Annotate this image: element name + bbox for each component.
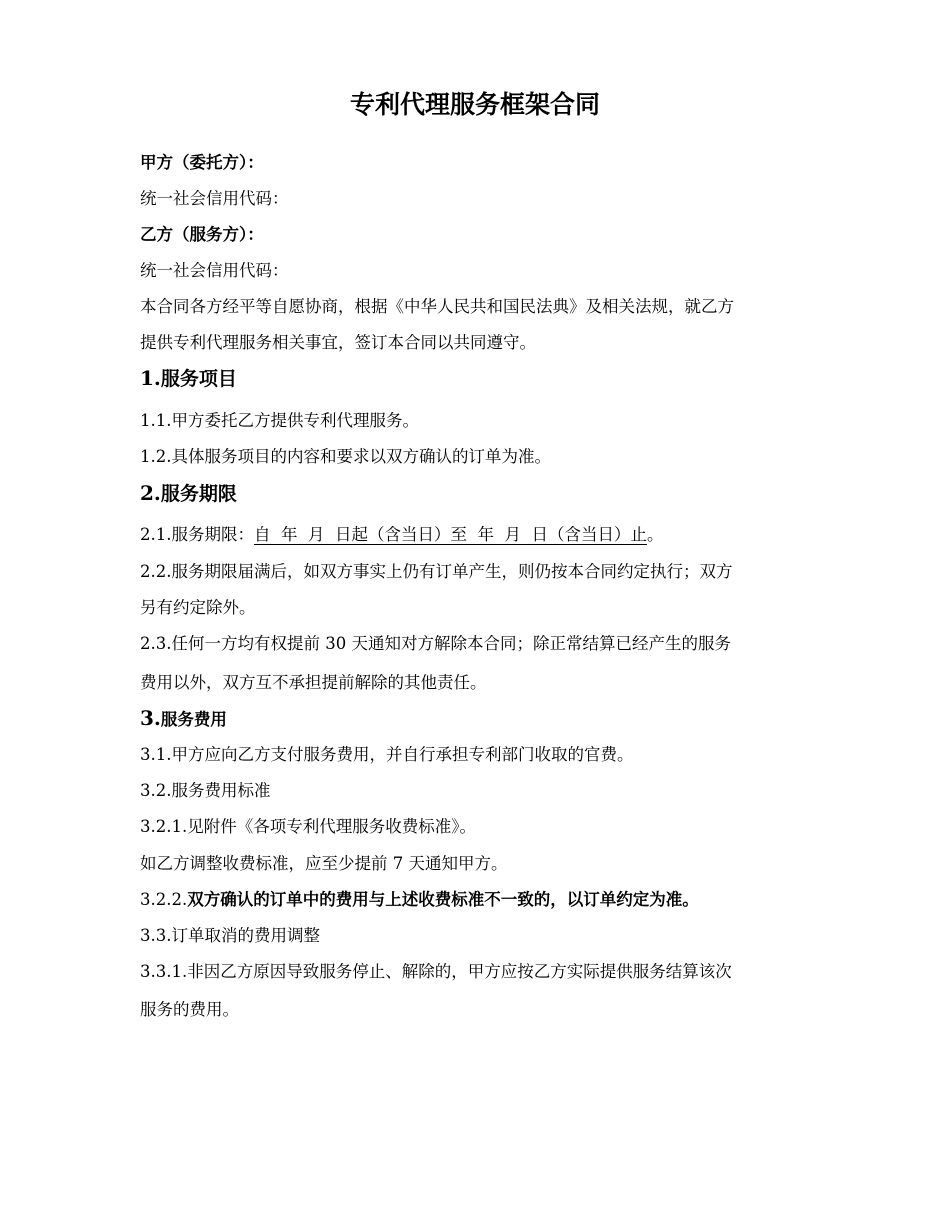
section-title: 服务项目: [160, 368, 237, 390]
clause-3-3-1-line-2: 服务的费用。: [140, 1000, 239, 1019]
section-1-heading: [140, 365, 237, 392]
term-suffix: 。: [646, 525, 664, 544]
clause-2-1: [140, 523, 663, 547]
clause-3-2-1-note: 如乙方调整收费标准，应至少提前 7 天通知甲方。: [140, 854, 508, 873]
clause-3-3-1-line-1: 3.3.1.非因乙方原因导致服务停止、解除的，甲方应按乙方实际提供服务结算该次: [140, 962, 732, 981]
party-b-label: 乙方（服务方）：: [140, 225, 264, 244]
section-title: 服务费用: [160, 710, 227, 729]
clause-3-3: 3.3.订单取消的费用调整: [140, 926, 320, 945]
clause-3-1: 3.1.甲方应向乙方支付服务费用，并自行承担专利部门收取的官费。: [140, 745, 634, 764]
clause-2-3-line-2: 费用以外，双方互不承担提前解除的其他责任。: [140, 673, 487, 692]
clause-3-2-2: [140, 888, 699, 912]
clause-2-3-line-1: 2.3.任何一方均有权提前 30 天通知对方解除本合同；除正常结算已经产生的服务: [140, 634, 731, 653]
clause-bold-text: 双方确认的订单中的费用与上述收费标准不一致的，以订单约定为准。: [187, 890, 699, 909]
clause-1-2: 1.2.具体服务项目的内容和要求以双方确认的订单为准。: [140, 447, 551, 466]
clause-2-2-line-1: 2.2.服务期限届满后，如双方事实上仍有订单产生，则仍按本合同约定执行；双方: [140, 562, 733, 581]
section-2-heading: [140, 480, 237, 507]
party-a-credit-code: 统一社会信用代码：: [140, 189, 289, 208]
clause-2-2-line-2: 另有约定除外。: [140, 598, 256, 617]
section-3-heading: [140, 705, 227, 733]
section-number: 2.: [140, 481, 161, 505]
section-number: 1.: [140, 366, 161, 390]
clause-3-2-1: 3.2.1.见附件《各项专利代理服务收费标准》。: [140, 817, 476, 836]
preamble-line-1: 本合同各方经平等自愿协商，根据《中华人民共和国民法典》及相关法规，就乙方: [140, 297, 734, 316]
preamble-line-2: 提供专利代理服务相关事宜，签订本合同以共同遵守。: [140, 333, 536, 352]
section-number: 3.: [140, 706, 161, 730]
term-period-field: 自 年 月 日起（含当日）至 年 月 日（含当日）止: [254, 525, 647, 544]
party-a-label: 甲方（委托方）：: [140, 153, 264, 172]
party-b-credit-code: 统一社会信用代码：: [140, 261, 289, 280]
section-title: 服务期限: [160, 483, 237, 505]
document-title: 专利代理服务框架合同: [349, 90, 600, 119]
clause-number: 3.2.2.: [140, 890, 188, 909]
clause-3-2: 3.2.服务费用标准: [140, 781, 271, 800]
clause-1-1: 1.1.甲方委托乙方提供专利代理服务。: [140, 411, 419, 430]
term-label: 2.1.服务期限：: [140, 525, 254, 544]
